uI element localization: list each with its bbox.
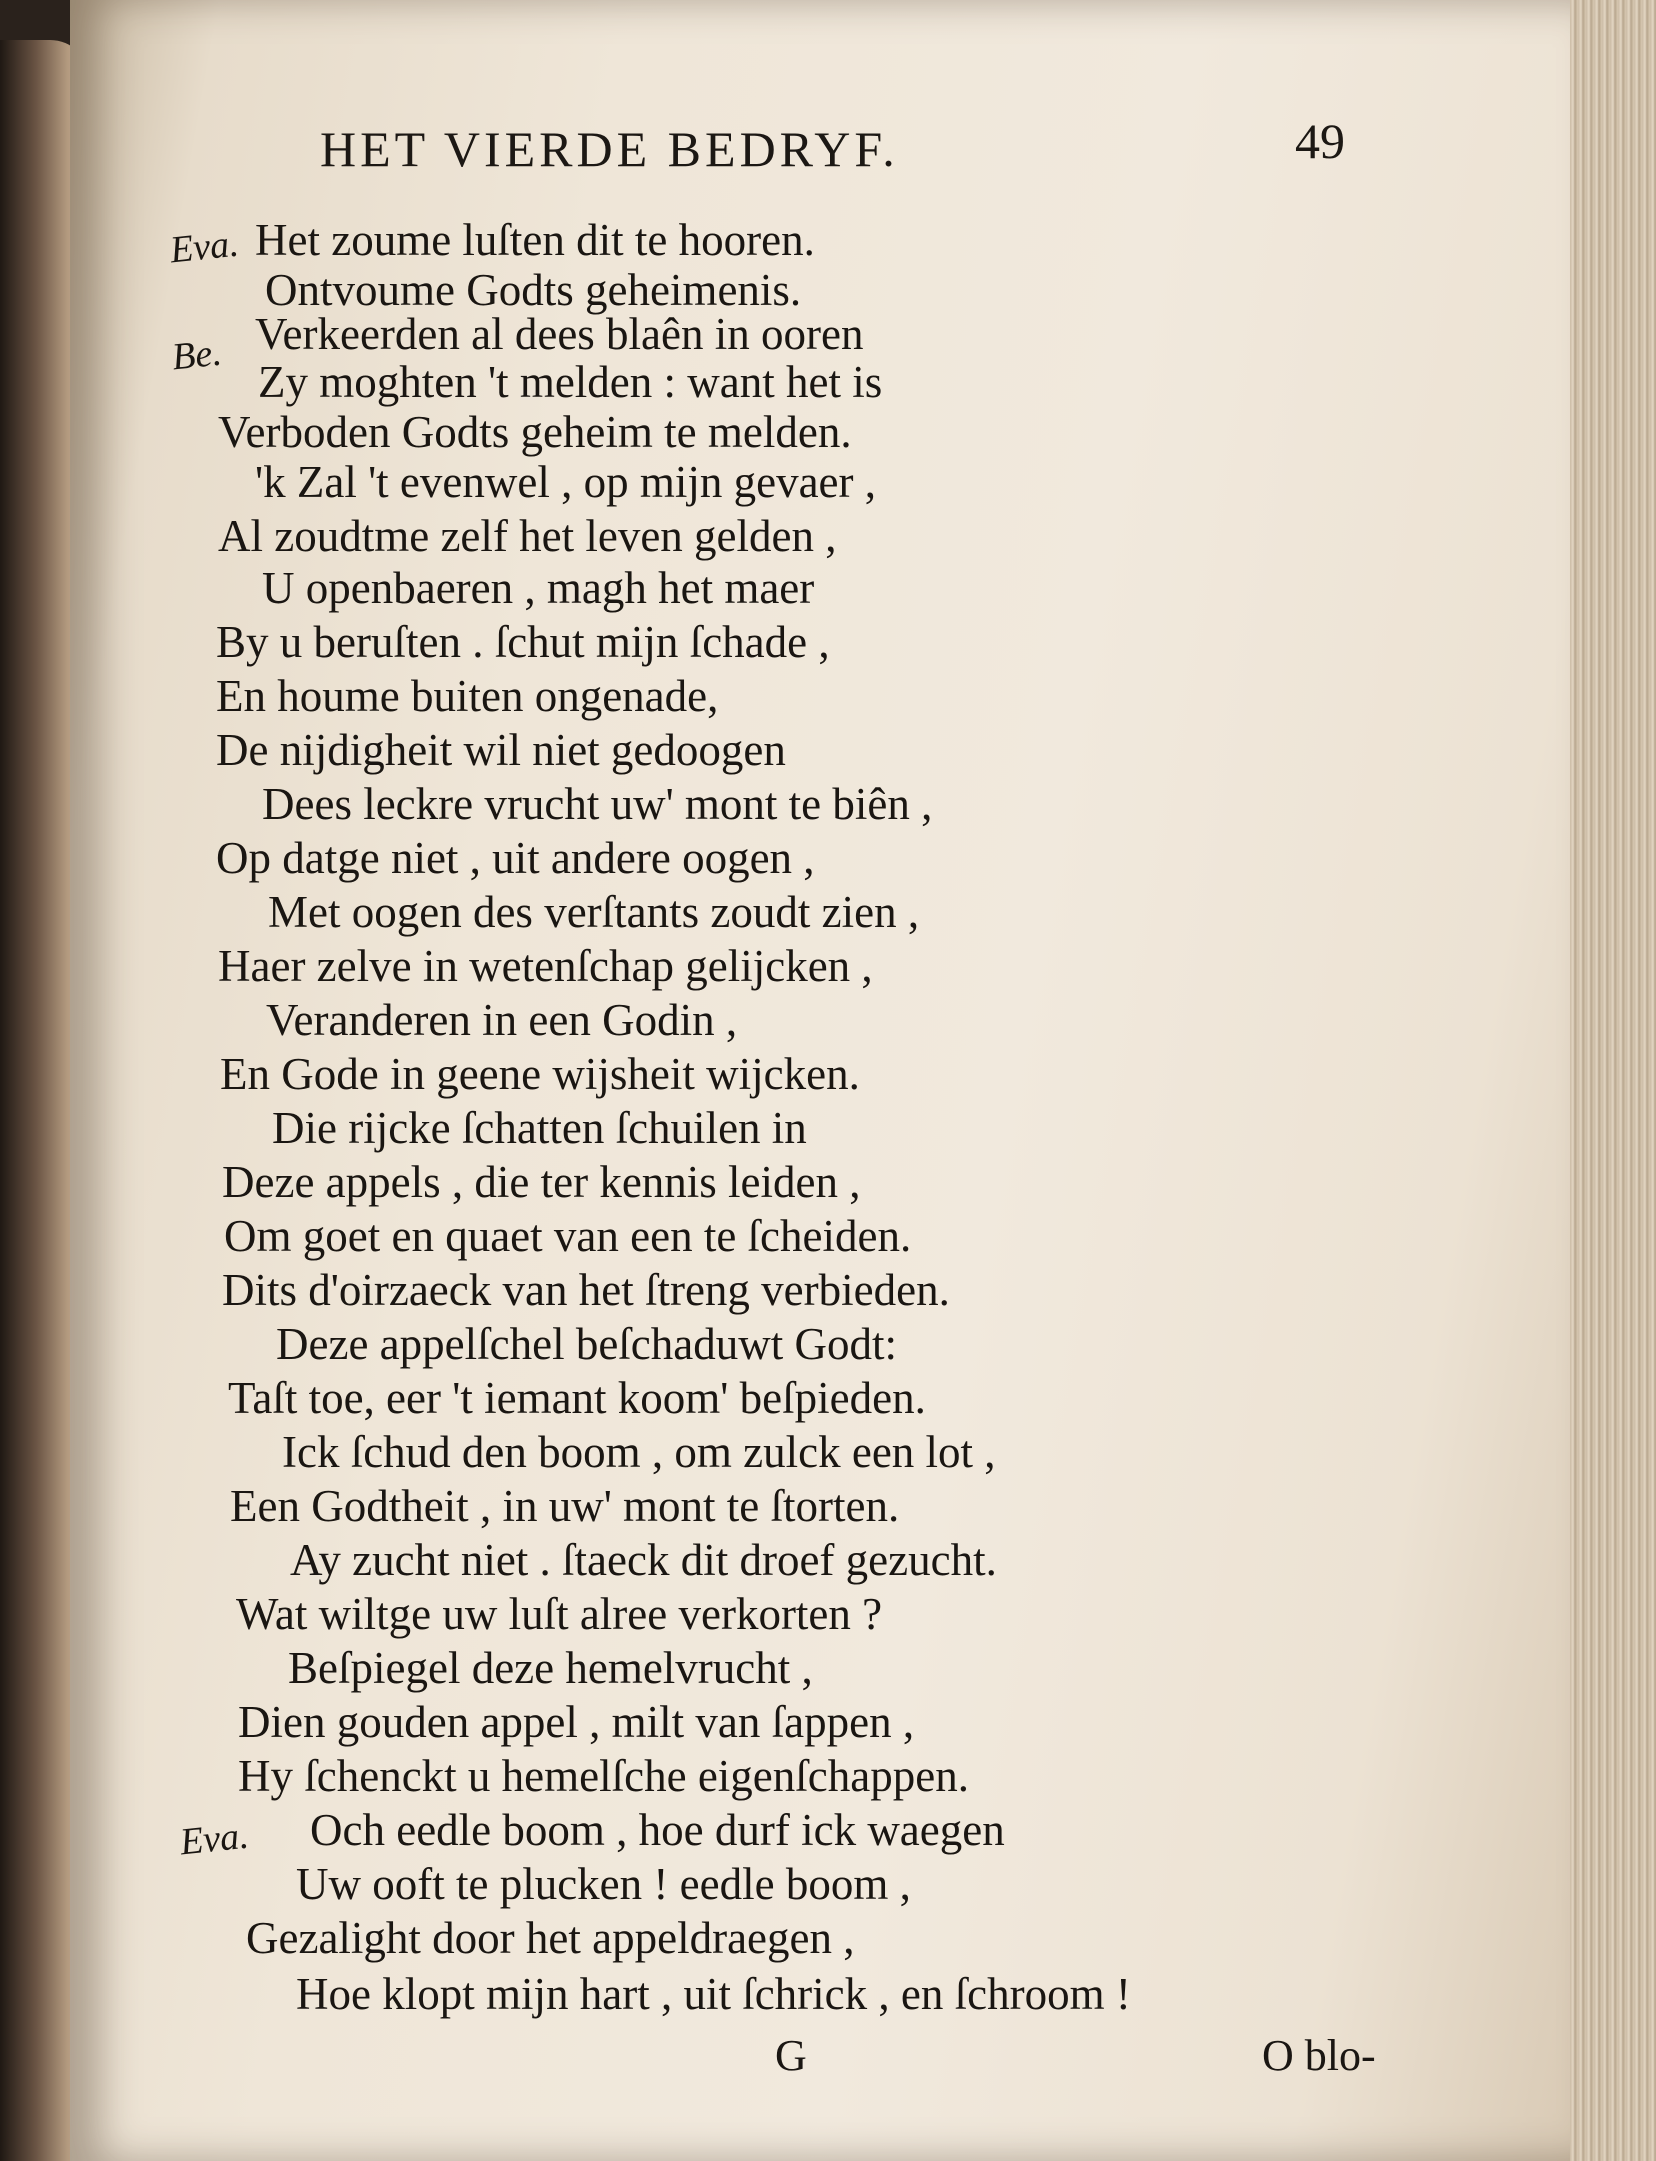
speaker-label: Eva. <box>177 1814 251 1864</box>
verse-line-text: Veranderen in een Godin , <box>266 995 738 1045</box>
verse-line-text: Al zoudtme zelf het leven gelden , <box>218 511 837 561</box>
verse-line-text: Dien gouden appel , milt van ſappen , <box>238 1697 915 1747</box>
verse-line-text: Beſpiegel deze hemelvrucht , <box>288 1643 813 1693</box>
running-header: HET VIERDE BEDRYF. <box>320 121 899 177</box>
verse-line-text: Op datge niet , uit andere oogen , <box>216 833 815 883</box>
verse-line-text: 'k Zal 't evenwel , op mijn gevaer , <box>255 457 877 507</box>
verse-line-text: Och eedle boom , hoe durf ick waegen <box>310 1805 1005 1855</box>
verse-line-text: Die rijcke ſchatten ſchuilen in <box>272 1103 807 1153</box>
verse-line-text: Een Godtheit , in uw' mont te ſtorten. <box>230 1481 900 1531</box>
verse-line-text: Deze appels , die ter kennis leiden , <box>222 1157 861 1207</box>
verse-line-text: Met oogen des verſtants zoudt zien , <box>268 887 920 937</box>
verse-line-text: Ay zucht niet . ſtaeck dit droef gezucht. <box>290 1535 997 1585</box>
verse-line-text: Verkeerden al dees blaên in ooren <box>255 309 864 359</box>
verse-line-text: En houme buiten ongenade, <box>216 671 719 721</box>
speaker-label: Eva. <box>167 222 241 272</box>
verse-line-text: Hy ſchenckt u hemelſche eigenſchappen. <box>238 1751 969 1801</box>
verse-line-text: Om goet en quaet van een te ſcheiden. <box>224 1211 912 1261</box>
verse-line-text: Ick ſchud den boom , om zulck een lot , <box>282 1427 996 1477</box>
verse-line-text: By u beruſten . ſchut mijn ſchade , <box>216 617 830 667</box>
verse-line-text: Taſt toe, eer 't iemant koom' beſpieden. <box>228 1373 926 1423</box>
verse-line-text: Gezalight door het appeldraegen , <box>246 1913 855 1963</box>
speaker-label: Be. <box>169 331 224 379</box>
catchword: O blo- <box>1262 2031 1376 2080</box>
verse-line-text: Dees leckre vrucht uw' mont te biên , <box>262 779 933 829</box>
page-block-edge <box>1570 0 1656 2161</box>
verse-line-text: Ontvoume Godts geheimenis. <box>265 265 802 315</box>
verse-line-text: Zy moghten 't melden : want het is <box>258 357 883 407</box>
verse-line-text: De nijdigheit wil niet gedoogen <box>216 725 786 775</box>
verse-line-text: En Gode in geene wijsheit wijcken. <box>220 1049 860 1099</box>
signature-mark: G <box>775 2031 807 2080</box>
verse-line-text: Wat wiltge uw luſt alree verkorten ? <box>236 1589 883 1639</box>
verse-line-text: Hoe klopt mijn hart , uit ſchrick , en ſchroom ! <box>296 1969 1131 2019</box>
verse-line-text: U openbaeren , magh het maer <box>262 563 815 613</box>
verse-line-text: Haer zelve in wetenſchap gelijcken , <box>218 941 873 991</box>
verse-line-text: Uw ooft te plucken ! eedle boom , <box>296 1859 911 1909</box>
verse-line-text: Verboden Godts geheim te melden. <box>218 407 852 457</box>
verse-line-text: Deze appelſchel beſchaduwt Godt: <box>276 1319 897 1369</box>
show-through-ghost-text <box>1020 150 1380 1850</box>
verse-line-text: Het zoume luſten dit te hooren. <box>255 215 815 265</box>
verse-line-text: Dits d'oirzaeck van het ſtreng verbieden. <box>222 1265 950 1315</box>
page-number: 49 <box>1295 113 1345 169</box>
